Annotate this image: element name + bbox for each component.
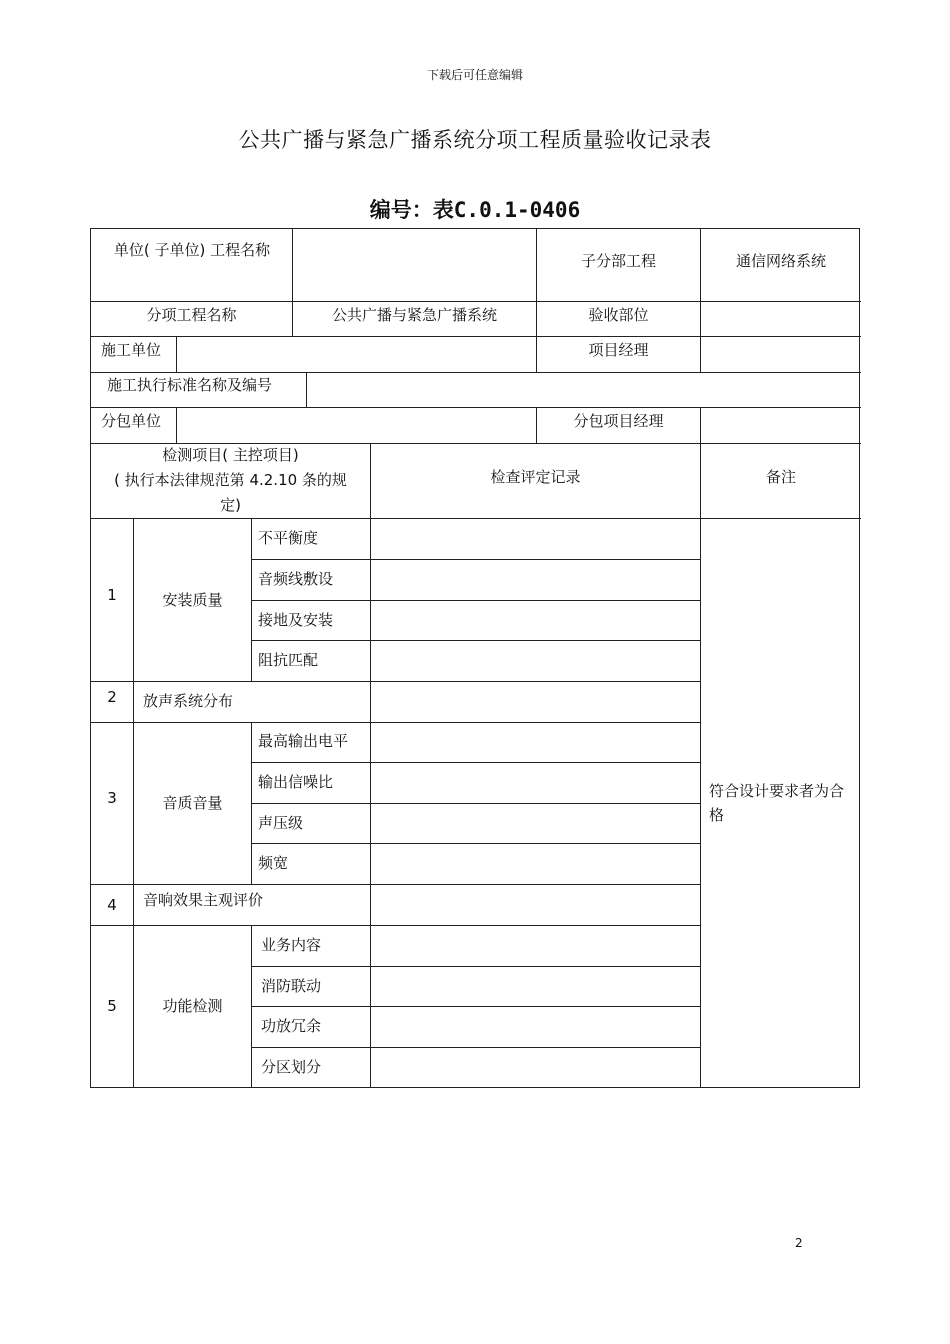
group-4-name: 音响效果主观评价: [143, 891, 264, 909]
group-1-item-3: 接地及安装: [258, 611, 334, 629]
group-3-item-2: 输出信噪比: [258, 773, 334, 791]
form-code-value: C.0.1-0406: [453, 198, 581, 222]
header-note: 下载后可任意编辑: [426, 68, 523, 82]
group-1-item-4: 阻抗匹配: [258, 651, 319, 669]
sub-division-value: 通信网络系统: [735, 252, 826, 270]
group-5-item-1: 业务内容: [261, 936, 322, 954]
group-5-name: 功能检测: [162, 997, 223, 1015]
group-2-no: 2: [107, 688, 117, 706]
group-3-item-1: 最高输出电平: [258, 732, 349, 750]
group-4-no: 4: [107, 896, 117, 914]
group-1-item-2: 音频线敷设: [258, 570, 334, 588]
sub-item-value: 公共广播与紧急广播系统: [331, 306, 497, 324]
group-1-name: 安装质量: [162, 591, 223, 609]
form-code-label: 编号：表: [369, 198, 454, 222]
group-5-no: 5: [107, 997, 117, 1015]
construction-unit-label: 施工单位: [101, 341, 162, 359]
inspection-header-line2: ( 执行本法律规范第 4.2.10 条的规: [114, 471, 347, 489]
acceptance-table: [90, 228, 860, 1088]
project-manager-label: 项目经理: [588, 341, 649, 359]
group-3-no: 3: [107, 789, 117, 807]
subcontract-unit-label: 分包单位: [101, 412, 162, 430]
form-code: [0, 194, 950, 224]
group-5-item-2: 消防联动: [261, 977, 322, 995]
subcontract-manager-label: 分包项目经理: [573, 412, 664, 430]
group-3-item-3: 声压级: [258, 814, 304, 832]
remark-header: 备注: [765, 468, 796, 486]
group-5-item-3: 功放冗余: [261, 1017, 322, 1035]
page-title: 公共广播与紧急广播系统分项工程质量验收记录表: [238, 128, 712, 152]
standard-label: 施工执行标准名称及编号: [107, 376, 273, 394]
inspection-header-line1: 检测项目( 主控项目): [162, 446, 299, 464]
group-5-item-4: 分区划分: [261, 1058, 322, 1076]
sub-item-label: 分项工程名称: [146, 306, 237, 324]
group-3-item-4: 频宽: [258, 854, 289, 872]
inspection-header-line3: 定): [220, 496, 241, 514]
remark-text: 符合设计要求者为合格: [709, 782, 845, 824]
group-1-no: 1: [107, 586, 117, 604]
record-header: 检查评定记录: [490, 468, 581, 486]
group-1-item-1: 不平衡度: [258, 529, 319, 547]
page-number: 2: [795, 1236, 803, 1250]
sub-division-label: 子分部工程: [580, 252, 656, 270]
unit-name-label: 单位( 子单位) 工程名称: [113, 241, 271, 259]
group-2-name: 放声系统分布: [143, 692, 234, 710]
group-3-name: 音质音量: [162, 794, 223, 812]
acceptance-part-label: 验收部位: [588, 306, 649, 324]
